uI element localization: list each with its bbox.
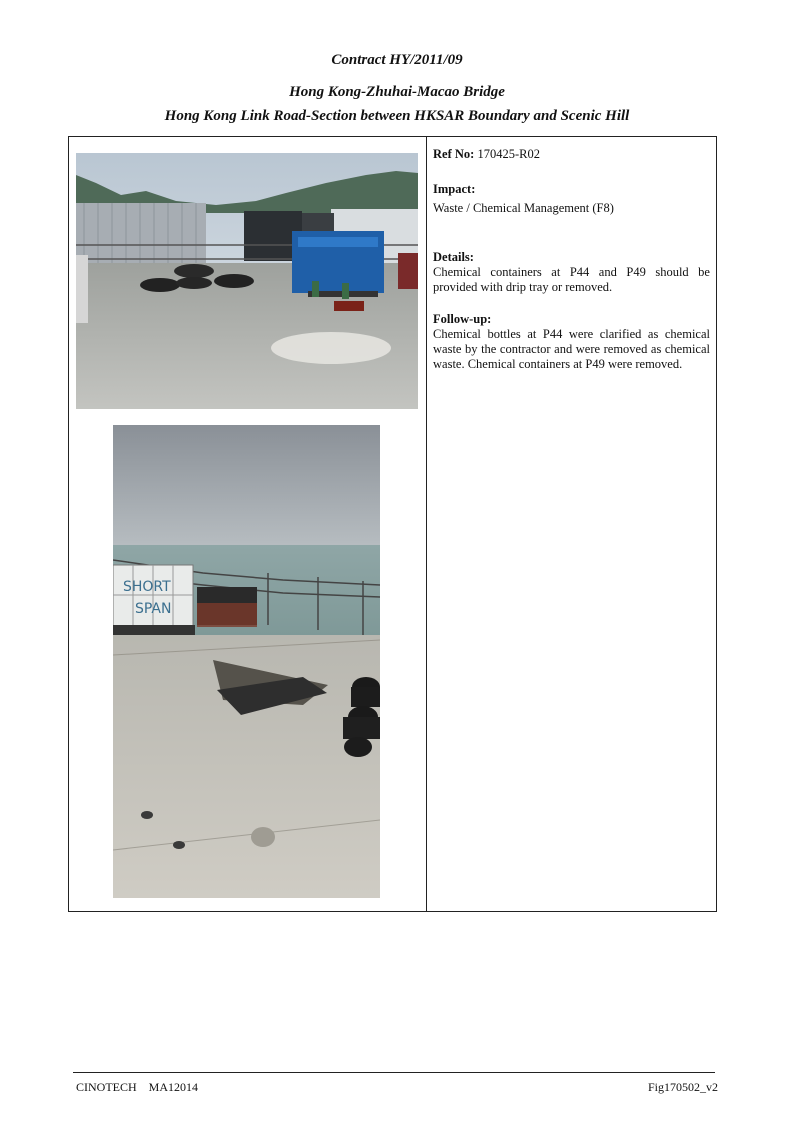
tank-label-line2: SPAN: [135, 601, 172, 617]
project-title: Hong Kong-Zhuhai-Macao Bridge: [289, 84, 505, 100]
column-divider: [426, 137, 427, 911]
ref-label: Ref No:: [433, 147, 475, 161]
followup-text: Chemical bottles at P44 were clarified as chemical waste by the contractor and were removed as chemical waste. Chemical containers at P49 were removed.: [433, 327, 710, 371]
contract-title: Contract HY/2011/09: [331, 52, 463, 68]
ref-value: 170425-R02: [477, 147, 540, 161]
details-label: Details:: [433, 250, 474, 264]
ref-line: [433, 147, 710, 162]
impact-label: Impact:: [433, 182, 476, 196]
impact-text: Waste / Chemical Management (F8): [433, 201, 614, 215]
site-photo-deck: [76, 153, 418, 409]
footer-rule: [73, 1072, 715, 1073]
section-title: Hong Kong Link Road-Section between HKSAR Boundary and Scenic Hill: [164, 108, 630, 124]
details-text: Chemical containers at P44 and P49 should be provided with drip tray or removed.: [433, 265, 710, 294]
followup-label: Follow-up:: [433, 312, 492, 326]
footer-right: Fig170502_v2: [647, 1080, 718, 1094]
footer-left: CINOTECH MA12014: [76, 1080, 198, 1094]
tank-label-line1: SHORT: [123, 579, 171, 595]
record-table: [68, 136, 717, 912]
record-details: [433, 147, 710, 372]
site-photo-tank: [113, 425, 380, 898]
